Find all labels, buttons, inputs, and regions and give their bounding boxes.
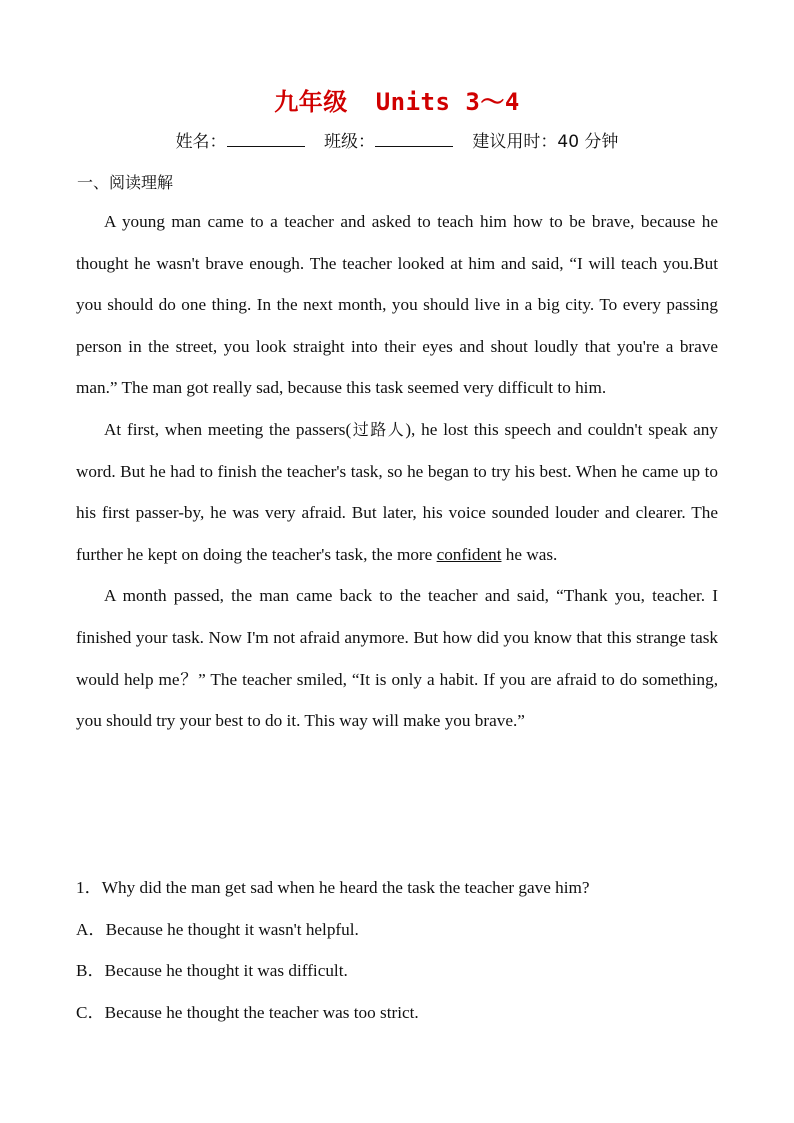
- question-stem: 1．Why did the man get sad when he heard the task the teacher gave him?: [76, 878, 590, 897]
- passage-paragraph-1: A young man came to a teacher and asked to teach him how to be brave, because he thought he wasn't brave enough. The teacher looked at him and said, “I will teach you.But you should do one thing. In the next month, you should live in a big city. To every passing person in the street, you look straight into their eyes and shout loudly that you're a brave man.” The man got really sad, because this task seemed very difficult to him.: [76, 212, 718, 398]
- passage-paragraph-3: A month passed, the man came back to the teacher and said, “Thank you, teacher. I finished your task. Now I'm not afraid anymore. But how did you know that this strange task would help me？” The teacher smiled, “It is only a habit. If you are afraid to do something, you should try your best to do it. This way will make you brave.”: [76, 586, 718, 731]
- name-label: 姓名：: [175, 132, 227, 152]
- section-heading: 一、阅读理解: [77, 173, 174, 192]
- underlined-word: confident: [436, 544, 502, 564]
- time-label: 建议用时：40 分钟: [472, 132, 619, 152]
- answer-option-a[interactable]: A．Because he thought it wasn't helpful.: [76, 919, 359, 939]
- name-blank[interactable]: [227, 132, 305, 147]
- passage-paragraph-2: At first, when meeting the passers(过路人), he lost this speech and couldn't speak any word. But he had to finish the teacher's task, so he began to try his best. When he came up to his first passer-by, he was very afraid. But later, his voice sounded louder and clearer. The further he kept on doing the teacher's task, the more confident he was.: [76, 419, 718, 564]
- page-title: [0, 82, 794, 117]
- question-list: [76, 867, 718, 1033]
- answer-option-c[interactable]: C．Because he thought the teacher was too strict.: [76, 1002, 419, 1022]
- student-info-line: [0, 127, 794, 152]
- chinese-gloss: 过路人: [351, 419, 406, 439]
- reading-passage: [76, 201, 718, 742]
- grade-label: 九年级: [274, 88, 348, 116]
- class-label: 班级：: [323, 132, 375, 152]
- answer-option-b[interactable]: B．Because he thought it was difficult.: [76, 961, 348, 981]
- class-blank[interactable]: [375, 132, 453, 147]
- units-label: Units 3～4: [375, 88, 520, 116]
